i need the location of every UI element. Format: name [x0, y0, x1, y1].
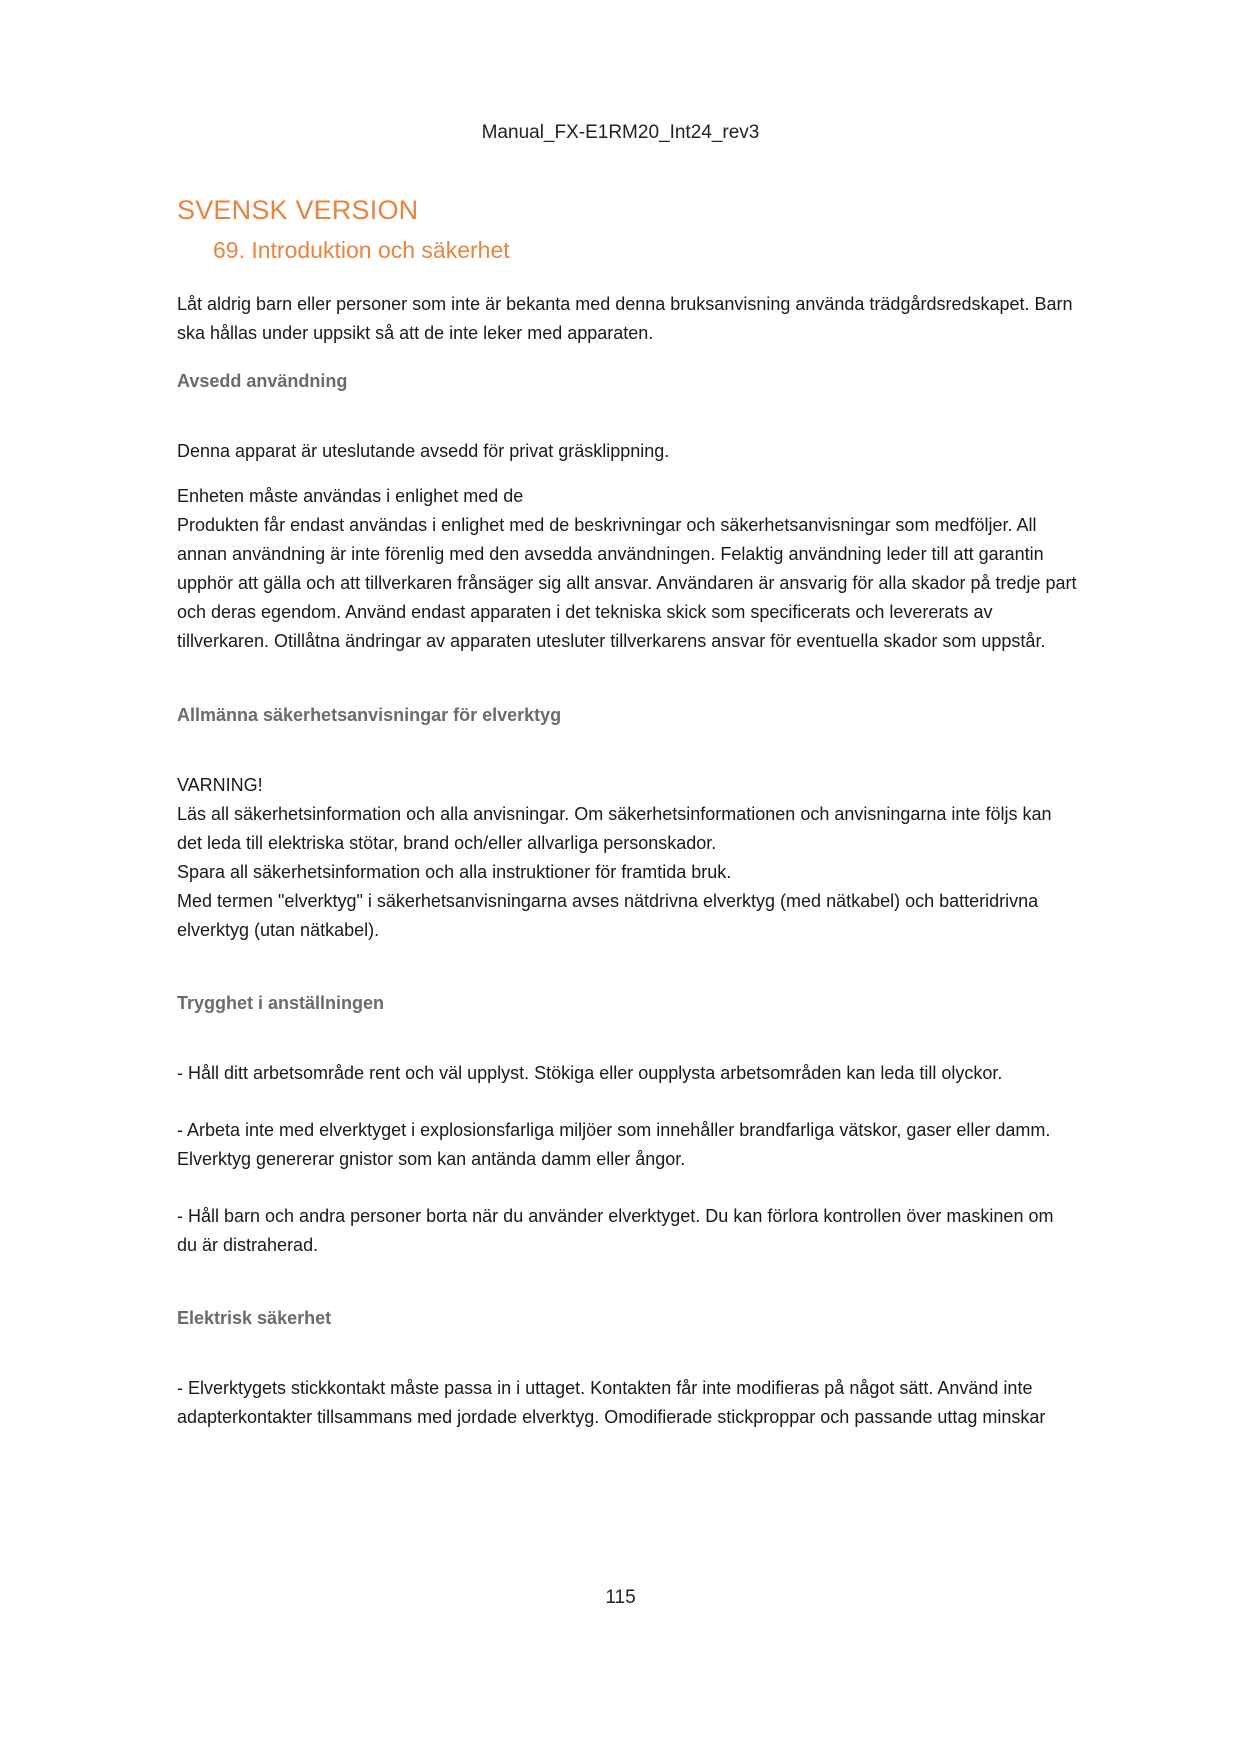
warning-label: VARNING! — [177, 775, 263, 795]
intro-paragraph: Låt aldrig barn eller personer som inte är bekanta med denna bruksanvisning använda trädgårdsredskapet. Barn ska hållas under uppsikt så att de inte leker med apparaten. — [177, 294, 1073, 343]
workplace-item-1: - Håll ditt arbetsområde rent och väl upplyst. Stökiga eller oupplysta arbetsområden kan leda till olyckor. — [177, 1063, 1003, 1083]
page-header: Manual_FX-E1RM20_Int24_rev3 — [481, 122, 760, 143]
page-content — [177, 195, 1077, 1432]
general-safety-paragraph-1: Läs all säkerhetsinformation och alla anvisningar. Om säkerhetsinformationen och anvisningarna inte följs kan det leda till elektriska stötar, brand och/eller allvarliga personskador. — [177, 804, 1052, 853]
general-safety-paragraph-3: Med termen "elverktyg" i säkerhetsanvisningarna avses nätdrivna elverktyg (med nätkabel) och batteridrivna elverktyg (utan nätkabel). — [177, 891, 1039, 940]
general-safety-paragraph-2: Spara all säkerhetsinformation och alla instruktioner för framtida bruk. — [177, 862, 732, 882]
intended-use-paragraph-2a: Enheten måste användas i enlighet med de — [177, 486, 524, 506]
intended-use-heading: Avsedd användning — [177, 371, 348, 391]
electrical-safety-heading: Elektrisk säkerhet — [177, 1308, 332, 1328]
workplace-safety-heading: Trygghet i anställningen — [177, 993, 385, 1013]
general-safety-heading: Allmänna säkerhetsanvisningar för elverktyg — [177, 705, 562, 725]
workplace-item-2: - Arbeta inte med elverktyget i explosionsfarliga miljöer som innehåller brandfarliga vätskor, gaser eller damm. Elverktyg genererar gnistor som kan antända damm eller ångor. — [177, 1120, 1051, 1169]
intended-use-paragraph-2b: Produkten får endast användas i enlighet med de beskrivningar och säkerhetsanvisningar som medföljer. All annan användning är inte förenlig med den avsedda användningen. Felaktig användning leder till att garantin upphör att gälla och att tillverkaren frånsäger sig allt ansvar. Användaren är ansvarig för alla skador på tredje part och deras egendom. Använd endast apparaten i det tekniska skick som specificerats och levererats av tillverkaren. Otillåtna ändringar av apparaten utesluter tillverkarens ansvar för eventuella skador som uppstår. — [177, 515, 1077, 651]
electrical-paragraph-1: - Elverktygets stickkontakt måste passa in i uttaget. Kontakten får inte modifieras på något sätt. Använd inte adapterkontakter tillsammans med jordade elverktyg. Omodifierade stickproppar och passande uttag minskar — [177, 1378, 1046, 1427]
workplace-item-3: - Håll barn och andra personer borta när du använder elverktyget. Du kan förlora kontrollen över maskinen om du är distraherad. — [177, 1206, 1054, 1255]
intended-use-paragraph-1: Denna apparat är uteslutande avsedd för privat gräsklippning. — [177, 441, 670, 461]
page-number: 115 — [605, 1587, 636, 1608]
language-title: SVENSK VERSION — [177, 195, 419, 225]
section-heading: 69. Introduktion och säkerhet — [213, 237, 510, 263]
